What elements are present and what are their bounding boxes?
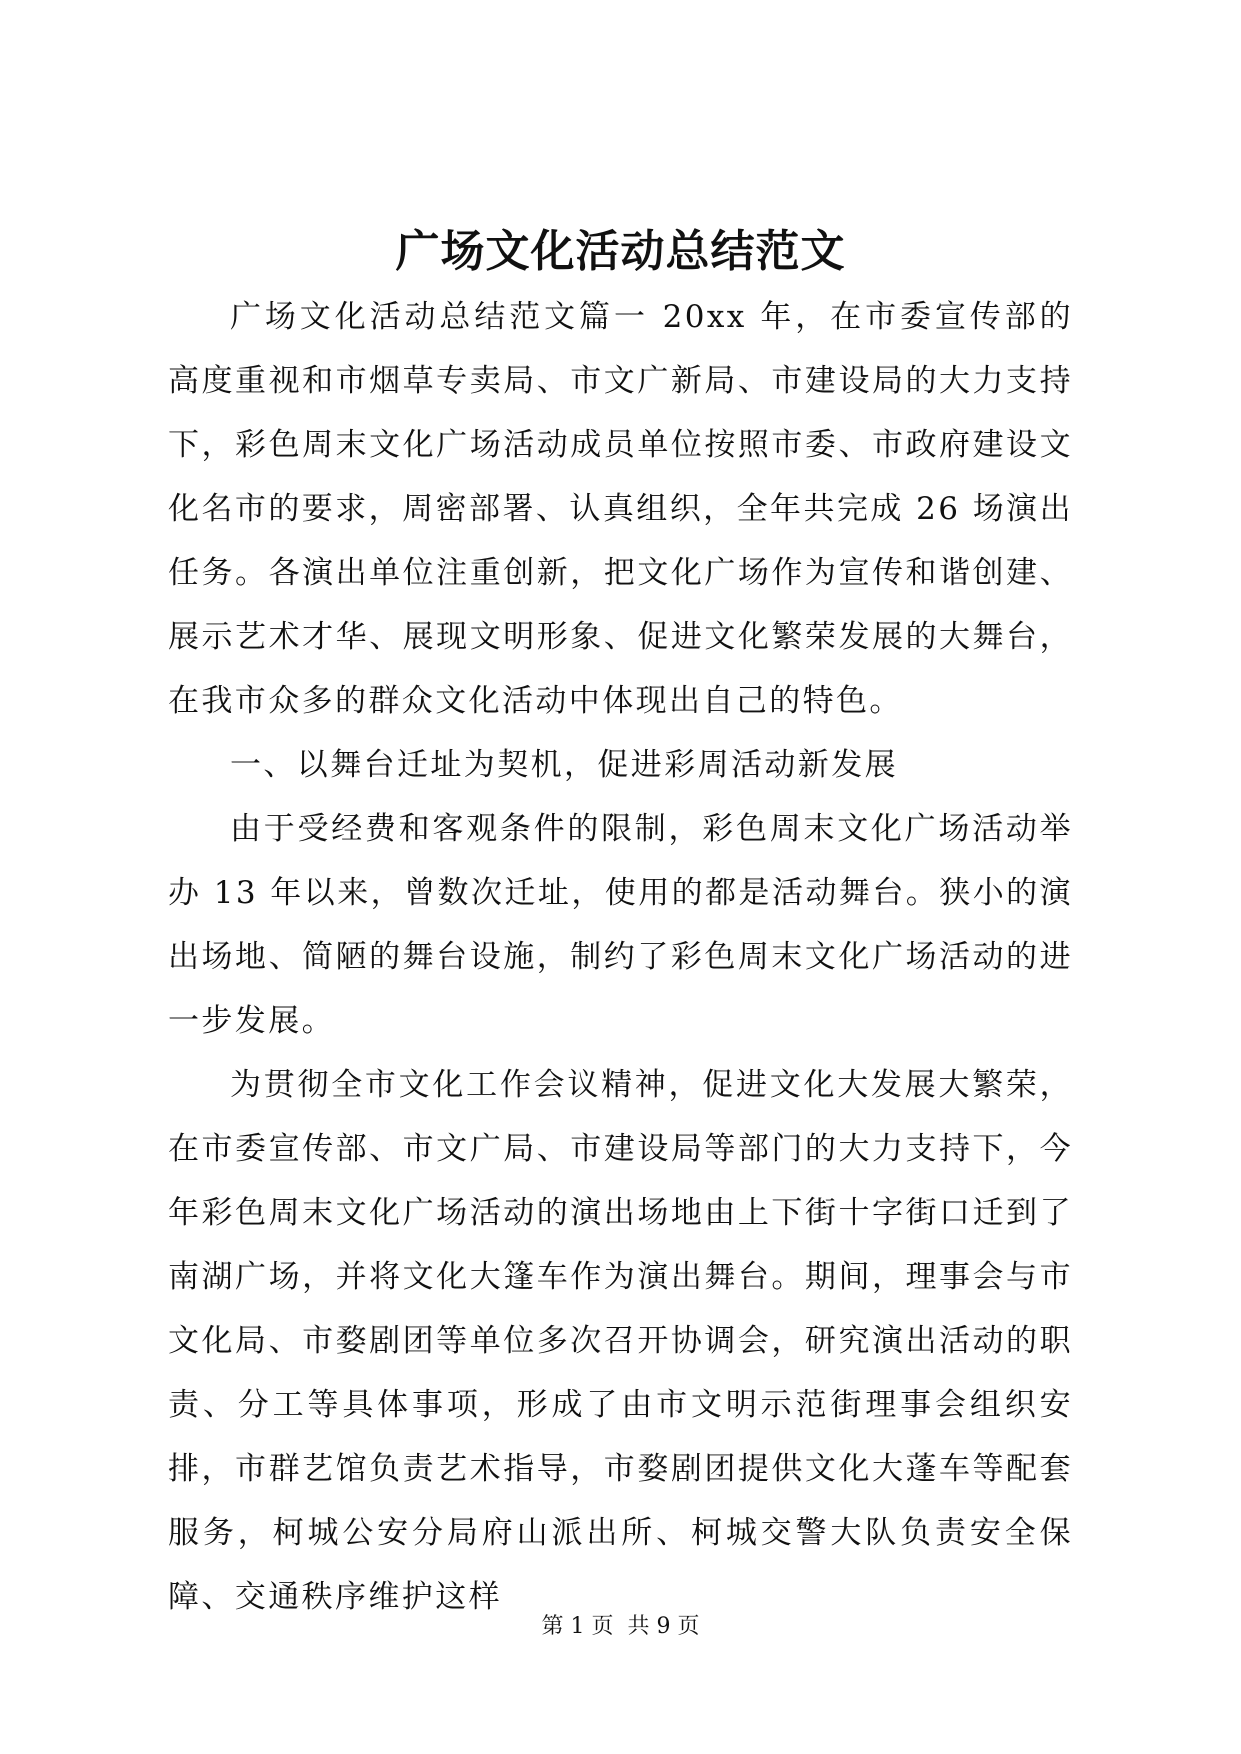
- page-footer: [0, 1612, 1241, 1642]
- paragraph-section-1-b: 为贯彻全市文化工作会议精神，促进文化大发展大繁荣，在市委宣传部、市文广局、市建设局等部门的大力支持下，今年彩色周末文化广场活动的演出场地由上下街十字街口迁到了南湖广场，并将文化大篷车作为演出舞台。期间，理事会与市文化局、市婺剧团等单位多次召开协调会，研究演出活动的职责、分工等具体事项，形成了由市文明示范街理事会组织安排，市群艺馆负责艺术指导，市婺剧团提供文化大蓬车等配套服务，柯城公安分局府山派出所、柯城交警大队负责安全保障、交通秩序维护这样: [168, 1067, 1073, 1615]
- document-title: 广场文化活动总结范文: [395, 226, 846, 277]
- paragraph-section-1-a: 由于受经费和客观条件的限制，彩色周末文化广场活动举办 13 年以来，曾数次迁址，使用的都是活动舞台。狭小的演出场地、简陋的舞台设施，制约了彩色周末文化广场活动的进一步发展。: [168, 811, 1073, 1039]
- document-body: [168, 285, 1073, 1629]
- page-number: 第 1 页: [541, 1614, 614, 1639]
- section-heading-1: 一、以舞台迁址为契机，促进彩周活动新发展: [230, 747, 898, 783]
- paragraph-intro: 广场文化活动总结范文篇一 20xx 年，在市委宣传部的高度重视和市烟草专卖局、市文广新局、市建设局的大力支持下，彩色周末文化广场活动成员单位按照市委、市政府建设文化名市的要求，周密部署、认真组织，全年共完成 26 场演出任务。各演出单位注重创新，把文化广场作为宣传和谐创建、展示艺术才华、展现文明形象、促进文化繁荣发展的大舞台，在我市众多的群众文化活动中体现出自己的特色。: [168, 299, 1073, 719]
- page-total: 共 9 页: [627, 1614, 700, 1639]
